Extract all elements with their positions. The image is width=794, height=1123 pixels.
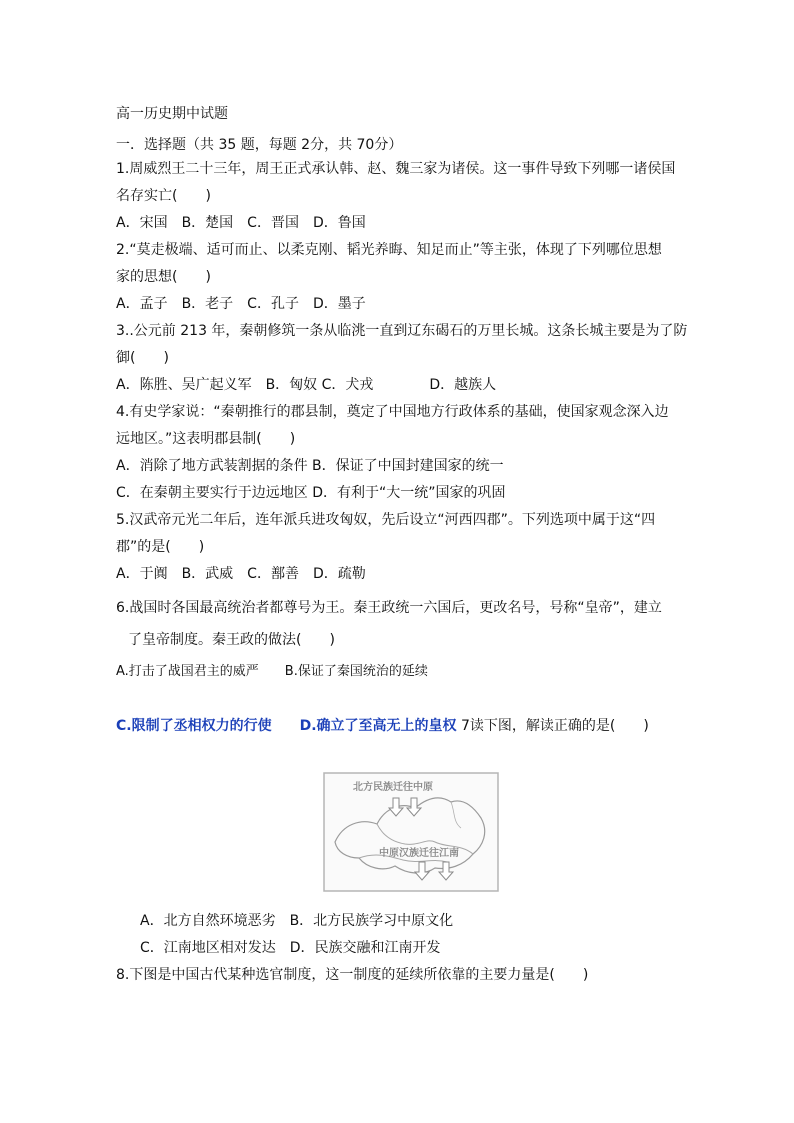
q6-stem-line2: 了皇帝制度。秦王政的做法( ) xyxy=(128,632,335,648)
q5-stem-line2: 郡”的是( ) xyxy=(116,539,205,555)
q6-option-c: C.限制了丞相权力的行使 xyxy=(116,718,272,734)
q6-stem-line1: 6.战国时各国最高统治者都尊号为王。秦王政统一六国后，更改名号，号称“皇帝”，建立 xyxy=(116,600,662,616)
map-label-north: 北方民族迁往中原 xyxy=(353,782,433,793)
q2-stem-line1: 2.“莫走极端、适可而止、以柔克刚、韬光养晦、知足而止”等主张，体现了下列哪位思想 xyxy=(116,242,662,258)
exam-title: 高一历史期中试题 xyxy=(116,106,228,122)
q4-stem-line1: 4.有史学家说：“秦朝推行的郡县制，奠定了中国地方行政体系的基础，使国家观念深入边 xyxy=(116,404,669,420)
migration-map-figure xyxy=(323,772,499,892)
map-label-south: 中原汉族迁往江南 xyxy=(379,848,459,859)
q4-options-ab: A．消除了地方武装割据的条件 B．保证了中国封建国家的统一 xyxy=(116,458,504,474)
q3-options: A．陈胜、吴广起义军 B．匈奴 C．犬戎 D．越族人 xyxy=(116,377,497,393)
q1-options: A．宋国 B．楚国 C．晋国 D．鲁国 xyxy=(116,215,366,231)
q3-stem-line2: 御( ) xyxy=(116,350,169,366)
q6-options-cd-row xyxy=(116,716,649,736)
q5-stem-line1: 5.汉武帝元光二年后，连年派兵进攻匈奴，先后设立“河西四郡”。下列选项中属于这“四 xyxy=(116,512,656,528)
q1-stem-line1: 1.周威烈王二十三年，周王正式承认韩、赵、魏三家为诸侯。这一事件导致下列哪一诸侯国 xyxy=(116,161,676,177)
q6-option-d: D.确立了至高无上的皇权 xyxy=(299,718,457,734)
migration-map-svg xyxy=(323,772,499,892)
q8-stem: 8.下图是中国古代某种选官制度，这一制度的延续所依靠的主要力量是( ) xyxy=(116,967,589,983)
q5-options: A．于阗 B．武威 C．鄯善 D．疏勒 xyxy=(116,566,366,582)
q7-stem: 7读下图，解读正确的是( ) xyxy=(461,718,649,734)
section-heading: 一．选择题（共 35 题，每题 2分，共 70分） xyxy=(116,137,403,153)
q4-stem-line2: 远地区。”这表明郡县制( ) xyxy=(116,431,296,447)
q7-options-cd: C．江南地区相对发达 D．民族交融和江南开发 xyxy=(140,940,441,956)
q4-options-cd: C．在秦朝主要实行于边远地区 D．有利于“大一统”国家的巩固 xyxy=(116,485,506,501)
q1-stem-line2: 名存实亡( ) xyxy=(116,188,211,204)
q3-stem-line1: 3..公元前 213 年，秦朝修筑一条从临洮一直到辽东碣石的万里长城。这条长城主要是为了防 xyxy=(116,323,688,339)
q2-stem-line2: 家的思想( ) xyxy=(116,269,211,285)
q6-options-ab: A.打击了战国君主的威严 B.保证了秦国统治的延续 xyxy=(116,664,428,679)
q7-options-ab: A．北方自然环境恶劣 B．北方民族学习中原文化 xyxy=(140,913,454,929)
q2-options: A．孟子 B．老子 C．孔子 D．墨子 xyxy=(116,296,366,312)
